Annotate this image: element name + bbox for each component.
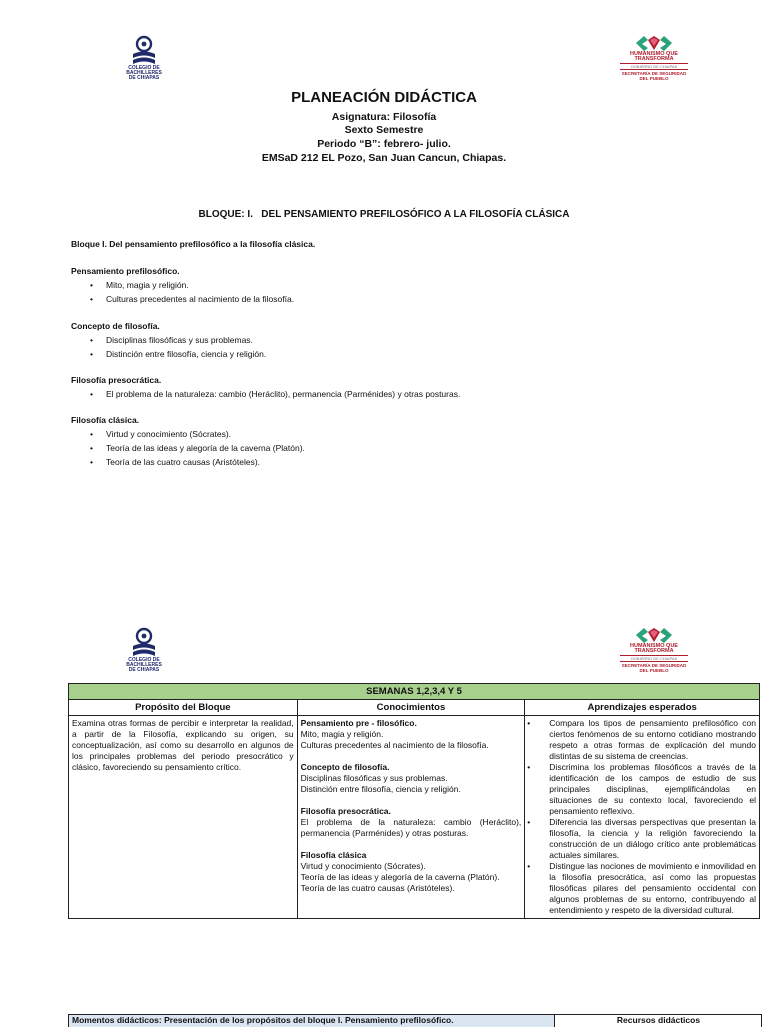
colegio-emblem-icon [129, 34, 159, 66]
humanismo-emblem-icon [634, 626, 674, 644]
logo-left-line-2: BACHILLERES [126, 70, 162, 76]
learning-item: • Distingue las nociones de movimiento e inmovilidad en la filosofía presocrática, así como las propuestas filosóficas pilares del pensamiento occidental con algunos problemas de su entorno, contribuyendo al entendimiento y respeto de la diversidad cultural. [528, 861, 756, 916]
section-list [71, 387, 711, 401]
didactic-moments-label: Momentos didácticos: Presentación de los propósitos del bloque I. Pensamiento prefilosófico. [69, 1015, 555, 1027]
knowledge-line: Disciplinas filosóficas y sus problemas. [300, 773, 448, 783]
column-header-purpose: Propósito del Bloque [69, 700, 298, 716]
logo-right-line-2: TRANSFORMA [634, 648, 674, 654]
section-list [71, 427, 711, 469]
colegio-emblem-icon [129, 626, 159, 658]
humanismo-logo-2 [604, 626, 704, 682]
knowledge-heading: Concepto de filosofía. [300, 762, 390, 772]
knowledge-line: El problema de la naturaleza: cambio (Heráclito), permanencia (Parménides) y otras posturas. [300, 817, 522, 838]
table-row [69, 716, 760, 919]
section-heading: Filosofía clásica. [71, 415, 140, 425]
section-prefilosofico [71, 264, 711, 306]
column-header-learnings: Aprendizajes esperados [525, 700, 760, 716]
humanismo-emblem-icon [634, 34, 674, 52]
didactic-moments-bar [68, 1014, 762, 1027]
page-title: PLANEACIÓN DIDÁCTICA [291, 89, 477, 106]
weeks-band: SEMANAS 1,2,3,4 Y 5 [69, 684, 760, 700]
section-list [71, 333, 711, 361]
list-item: • Culturas precedentes al nacimiento de la filosofía. [90, 292, 711, 306]
knowledge-cell [297, 716, 525, 919]
knowledge-line: Culturas precedentes al nacimiento de la filosofía. [300, 740, 489, 750]
logo-right-line-3: GOBIERNO DE CHIAPAS [620, 63, 688, 70]
bloque-intro [71, 237, 711, 251]
logo-right-line-1: HUMANISMO QUE [630, 643, 678, 649]
knowledge-heading: Filosofía presocrática. [300, 806, 391, 816]
knowledge-line: Teoría de las ideas y alegoría de la caverna (Platón). [300, 872, 500, 882]
semester-line: Sexto Semestre [344, 124, 424, 136]
list-item: • El problema de la naturaleza: cambio (Heráclito), permanencia (Parménides) y otras posturas. [90, 387, 711, 401]
column-header-knowledge: Conocimientos [297, 700, 525, 716]
knowledge-line: Mito, magia y religión. [300, 729, 384, 739]
knowledge-line: Virtud y conocimiento (Sócrates). [300, 861, 426, 871]
learnings-list [528, 718, 756, 916]
learning-item: • Discrimina los problemas filosóficos a través de la identificación de los campos de estudio de sus principales disciplinas, ejemplificándolas en situaciones de su contexto local, favoreciendo el pensamiento reflexivo. [528, 762, 756, 817]
weeks-band-row [69, 684, 760, 700]
logo-right-line-2: TRANSFORMA [634, 56, 674, 62]
list-item: • Teoría de las ideas y alegoría de la caverna (Platón). [90, 441, 711, 455]
logo-right-line-5: DEL PUEBLO [639, 668, 669, 673]
section-heading: Concepto de filosofía. [71, 321, 160, 331]
logo-left-line-1: COLEGIO DE [128, 65, 160, 71]
learning-item: • Compara los tipos de pensamiento prefilosófico con ciertos fenómenos de su entorno cotidiano mostrando respeto a otras formas de explicación del mundo distintas de su sistema de creencias. [528, 718, 756, 762]
section-clasica [71, 413, 711, 469]
colegio-bachilleres-logo-2 [116, 626, 172, 680]
intro-text: Bloque I. Del pensamiento prefilosófico a la filosofía clásica. [71, 239, 316, 249]
section-concepto [71, 319, 711, 361]
section-list [71, 278, 711, 306]
list-item: • Distinción entre filosofía, ciencia y religión. [90, 347, 711, 361]
logo-right-line-1: HUMANISMO QUE [630, 51, 678, 57]
humanismo-logo [604, 34, 704, 90]
didactic-resources-label: Recursos didácticos [616, 1015, 701, 1025]
logo-left-line-3: DE CHIAPAS [128, 667, 160, 673]
section-presocratica [71, 373, 711, 401]
subject-line: Asignatura: Filosofía [331, 111, 437, 123]
knowledge-heading: Filosofía clásica [300, 850, 367, 860]
section-heading: Pensamiento prefilosófico. [71, 266, 180, 276]
logo-right-line-4: SECRETARÍA DE SEGURIDAD [621, 71, 687, 76]
school-line: EMSaD 212 EL Pozo, San Juan Cancun, Chiapas. [261, 152, 507, 164]
section-heading: Filosofía presocrática. [71, 375, 162, 385]
bloque-title: BLOQUE: I. DEL PENSAMIENTO PREFILOSÓFICO A LA FILOSOFÍA CLÁSICA [198, 209, 570, 220]
colegio-bachilleres-logo [116, 34, 172, 88]
learnings-cell [525, 716, 760, 919]
logo-left-line-3: DE CHIAPAS [128, 75, 160, 81]
knowledge-line: Distinción entre filosofía, ciencia y religión. [300, 784, 461, 794]
table-header-row [69, 700, 760, 716]
list-item: • Teoría de las cuatro causas (Aristóteles). [90, 455, 711, 469]
list-item: • Mito, magia y religión. [90, 278, 711, 292]
logo-left-line-2: BACHILLERES [126, 662, 162, 668]
learning-item: • Diferencia las diversas perspectivas que presentan la filosofía, la ciencia y la religión favoreciendo la construcción de un diálogo crítico ante problemáticas actuales similares. [528, 817, 756, 861]
logo-right-line-5: DEL PUEBLO [639, 76, 669, 81]
list-item: • Disciplinas filosóficas y sus problemas. [90, 333, 711, 347]
logo-left-line-1: COLEGIO DE [128, 657, 160, 663]
purpose-cell: Examina otras formas de percibir e interpretar la realidad, a partir de la Filosofía, explicando su origen, su conceptualización, así como su desarrollo en algunos de los principales problemas del periodo presocrático y clásico, favoreciendo su pensamiento crítico. [69, 716, 298, 919]
list-item: • Virtud y conocimiento (Sócrates). [90, 427, 711, 441]
knowledge-line: Teoría de las cuatro causas (Aristóteles). [300, 883, 455, 893]
period-line: Periodo “B”: febrero- julio. [317, 138, 451, 150]
knowledge-heading: Pensamiento pre - filosófico. [300, 718, 417, 728]
logo-right-line-3: GOBIERNO DE CHIAPAS [620, 655, 688, 662]
logo-right-line-4: SECRETARÍA DE SEGURIDAD [621, 663, 687, 668]
planning-table [68, 683, 760, 919]
